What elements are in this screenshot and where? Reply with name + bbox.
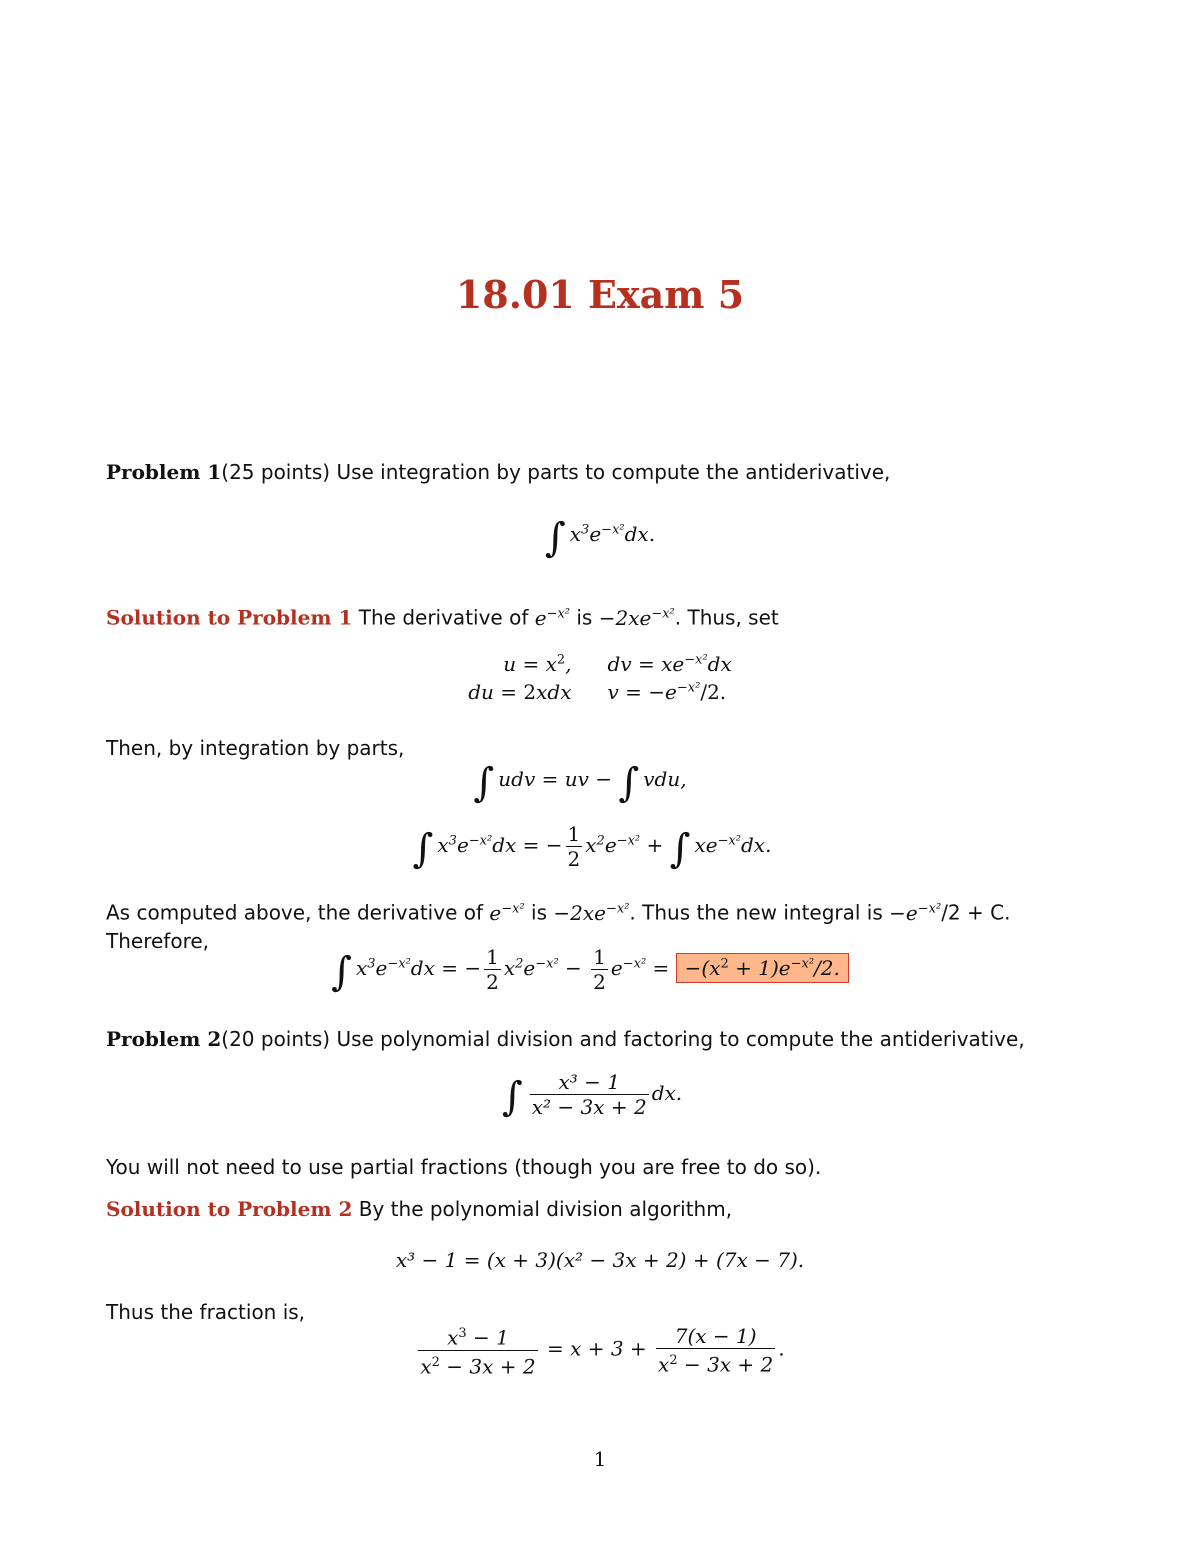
highlighted-answer: $-(x^2 + 1)e^{-x^2}/2$.	[676, 953, 849, 983]
problem-2-statement	[106, 1025, 1096, 1053]
solution-1-label: Solution to Problem 1	[106, 605, 353, 630]
solution-2-intro: Solution to Problem 2 By the polynomial division algorithm,	[106, 1197, 733, 1221]
computed-paragraph: As computed above, the derivative of $e^{-x^2}$ is $-2xe^{-x^2}$. Thus the new integral is $-e^{-x^2}/2 + C$. Therefore,	[106, 900, 1011, 953]
division-equation: x³ − 1 = (x + 3)(x² − 3x + 2) + (7x − 7).	[395, 1248, 805, 1272]
problem-1-text: (25 points) Use integration by parts to compute the antiderivative,	[221, 460, 891, 484]
ibp-formula: ∫ udv = uv − ∫ vdu,	[473, 760, 687, 806]
problem-2-text: (20 points) Use polynomial division and factoring to compute the antiderivative,	[221, 1027, 1025, 1051]
substitution-table: $u = x^2$, dv = $xe^{-x^2}dx$ du = 2xdx $v = -e^{-x^2}/2$.	[468, 652, 732, 704]
final-result: ∫ $x^3e^{-x^2}dx$ = − $\frac{1}{2}$ $x^2e^{-x^2}$ − $\frac{1}{2}$ $e^{-x^2} = -(x^2 + 1)e^{-x^2}/2$.	[0, 945, 1190, 995]
problem-1-label: Problem 1	[106, 460, 222, 484]
ibp-applied: ∫ $x^3e^{-x^2}dx$ = − $\frac{1}{2}$ $x^2e^{-x^2}$ + ∫ $xe^{-x^2}dx$.	[412, 822, 772, 872]
problem-2-label: Problem 2	[106, 1027, 222, 1051]
fraction-decomposition: $\frac{x^3 - 1}{x^2 - 3x + 2}$ = x + 3 + $\frac{7(x - 1)}{x^2 - 3x + 2}$ .	[420, 1323, 785, 1379]
page-title: 18.01 Exam 5	[455, 272, 745, 317]
solution-2-label: Solution to Problem 2	[106, 1197, 353, 1221]
then-text: Then, by integration by parts,	[106, 736, 405, 760]
page-number: 1	[593, 1447, 607, 1471]
solution-1-intro: Solution to Problem 1 The derivative of $e^{-x^2}$ is $-2xe^{-x^2}$. Thus, set	[106, 605, 779, 630]
problem-2-integral: ∫ $\frac{\text{x³ − 1}}{\text{x² − 3x + 2}}$ dx.	[501, 1070, 683, 1120]
problem-1-integral: ∫ $x^3e^{-x^2}dx$.	[544, 515, 656, 561]
problem-2-note: You will not need to use partial fractions (though you are free to do so).	[106, 1155, 822, 1179]
problem-1-statement	[106, 458, 1096, 486]
thus-text: Thus the fraction is,	[106, 1300, 306, 1324]
